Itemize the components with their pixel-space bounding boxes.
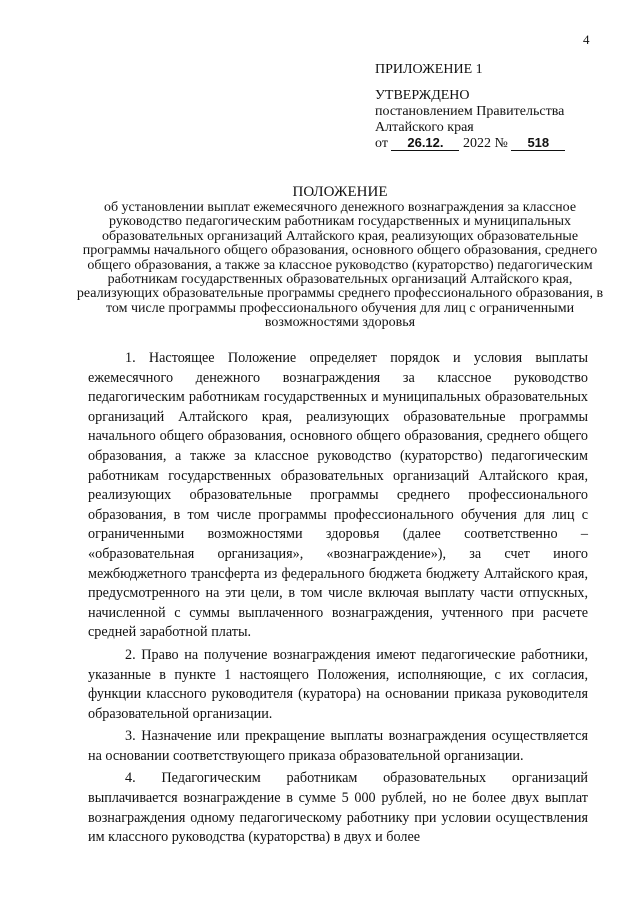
approval-line-1: постановлением Правительства — [375, 104, 565, 119]
approved-label: УТВЕРЖДЕНО — [375, 88, 470, 103]
approval-date-line — [375, 136, 565, 152]
document-title: ПОЛОЖЕНИЕ — [292, 184, 388, 200]
approval-line-2: Алтайского края — [375, 120, 474, 135]
approval-year: 2022 № — [462, 136, 508, 151]
paragraph-2: 2. Право на получение вознаграждения имеют педагогические работники, указанные в пункте 1 настоящего Положения, исполняющие, с их согласия, функции классного руководителя (куратора) на основании приказа руководителя образовательной организации. — [88, 646, 588, 722]
approval-number: 518 — [511, 136, 565, 151]
paragraph-3: 3. Назначение или прекращение выплаты вознаграждения осуществляется на основании соответствующего приказа образовательной организации. — [88, 728, 588, 764]
paragraph-4: 4. Педагогическим работникам образовательных организаций выплачивается вознаграждение в сумме 5 000 рублей, но не более двух выплат вознаграждения одному педагогическому работнику при условии осуществления им классного руководства (кураторства) в двух и более — [88, 770, 588, 846]
page-number: 4 — [583, 32, 590, 47]
from-label: от — [375, 136, 388, 151]
appendix-label: ПРИЛОЖЕНИЕ 1 — [375, 62, 483, 77]
document-subtitle: об установлении выплат ежемесячного денежного вознаграждения за классное руководство педагогическим работникам государственных и муниципальных образовательных организаций Алтайского края, реализующих образовательные программы начального общего образования, основного общего образования, среднего общего образования, а также за классное руководство (кураторство) педагогическим работникам государственных образовательных организаций Алтайского края, реализующих образовательные программы среднего профессионального образования, в том числе программы профессионального обучения для лиц с ограниченными возможностями здоровья — [76, 200, 604, 331]
approval-block — [375, 62, 565, 152]
document-title-block — [70, 184, 610, 331]
approval-date: 26.12. — [391, 136, 459, 151]
paragraph-1: 1. Настоящее Положение определяет порядок и условия выплаты ежемесячного денежного вознаграждения за классное руководство педагогическим работникам государственных и муниципальных образовательных организаций Алтайского края, реализующих образовательные программы начального общего образования, основного общего образования, среднего общего образования, а также за классное руководство (кураторство) педагогическим работникам государственных образовательных организаций Алтайского края, реализующих образовательные программы среднего профессионального образования, в том числе программы профессионального обучения для лиц с ограниченными возможностями здоровья (далее соответственно – «образовательная организация», «вознаграждение»), за счет иного межбюджетного трансферта из федерального бюджета бюджету Алтайского края, предусмотренного на эти цели, в том числе включая выплату части отпускных, начисленной с суммы выплаченного вознаграждения, учтенного при расчете средней заработной платы. — [88, 350, 588, 641]
document-body — [88, 349, 588, 851]
